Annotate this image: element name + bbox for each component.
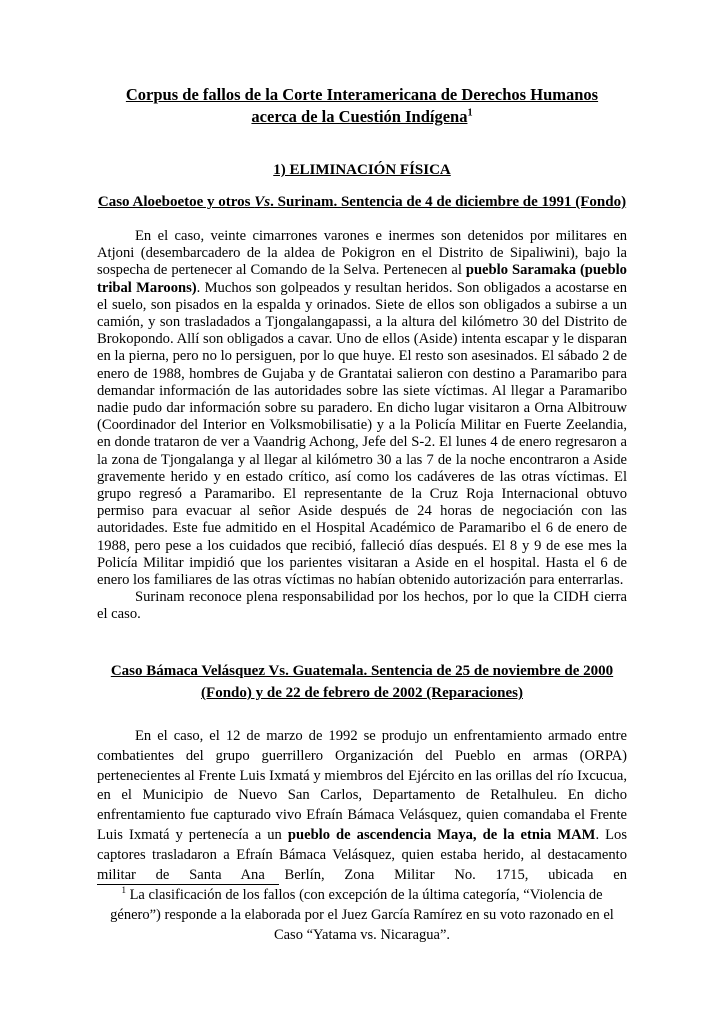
case-bamaca-paragraph-1: En el caso, el 12 de marzo de 1992 se produjo un enfrentamiento armado entre combatientes del grupo guerrillero Organización del Pueblo en armas (ORPA) pertenecientes al Frente Luis Ixmatá y miembros del Ejército en las orillas del río Ixcucua, en el Municipio de Nuevo San Carlos, Departamento de Retalhuleu. En dicho enfrentamiento fue capturado vivo Efraín Bámaca Velásquez, quien comandaba el Frente Luis Ixmatá y pertenecía a un pueblo de ascendencia Maya, de la etnia MAM. Los captores trasladaron a Efraín Bámaca Velásquez, quien estaba herido, al destacamento militar de Santa Ana Berlín, Zona Militar No. 1715, ubicada en <box>97 728 628 883</box>
case-aloeboetoe-body <box>97 228 627 624</box>
case-heading-aloeboetoe: Caso Aloeboetoe y otros Vs. Surinam. Sentencia de 4 de diciembre de 1991 (Fondo) <box>97 194 627 210</box>
case-bamaca-body <box>97 727 627 885</box>
case-aloeboetoe-paragraph-1: En el caso, veinte cimarrones varones e inermes son detenidos por militares en Atjoni (desembarcadero de la aldea de Pokigron en el Distrito de Sipaliwini), bajo la sospecha de pertenecer al Comando de la Selva. Pertenecen al pueblo Saramaka (pueblo tribal Maroons). Muchos son golpeados y resultan heridos. Son obligados a acostarse en el suelo, son pisados en la espalda y orinados. Siete de ellos son obligados a subirse a un camión, y son trasladados a Tjongalangapassi, a la altura del kilómetro 30 del Distrito de Brokopondo. Allí son obligados a cavar. Uno de ellos (Aside) intenta escapar y le disparan en la pierna, pero no lo persiguen, por lo que huye. El resto son asesinados. El sábado 2 de enero de 1988, hombres de Gujaba y de Grantatai salieron con destino a Paramaribo para demandar información de las autoridades sobre las siete víctimas. Al llegar a Paramaribo nadie pudo dar información sobre su paradero. En dicho lugar visitaron a Orna Albitrouw (Coordinador del Interior en Volksmobilisatie) y a la Policía Militar en Fuerte Zeelandia, en donde trataron de ver a Vaandrig Achong, Jefe del S-2. El lunes 4 de enero regresaron a la zona de Tjongalanga y al llegar al kilómetro 30 a las 7 de la noche encontraron a Aside gravemente herido y en estado crítico, así como los cadáveres de las otras víctimas. El grupo regresó a Paramaribo. El representante de la Cruz Roja Internacional obtuvo permiso para evacuar al señor Aside después de 24 horas de negociación con las autoridades. Este fue admitido en el Hospital Académico de Paramaribo el 6 de enero de 1988, pero pese a los cuidados que recibió, falleció días después. El 8 y 9 de ese mes la Policía Militar impidió que los parientes visitaran a Aside en el hospital. Hasta el 6 de enero los familiares de las otras víctimas no habían obtenido autorización para enterrarlas. <box>97 228 628 589</box>
case-aloeboetoe-paragraph-2: Surinam reconoce plena responsabilidad por los hechos, por lo que la CIDH cierra el caso. <box>97 589 627 623</box>
document-title <box>97 84 627 128</box>
section-heading-eliminacion-fisica: 1) ELIMINACIÓN FÍSICA <box>273 162 451 178</box>
document-title-line-1: Corpus de fallos de la Corte Interamericana de Derechos Humanos <box>125 85 599 104</box>
document-title-line-2: acerca de la Cuestión Indígena$^1$ <box>251 107 473 126</box>
case-heading-bamaca-velasquez <box>97 660 627 704</box>
footnote: $^1$ La clasificación de los fallos (con excepción de la última categoría, “Violencia de género”) responde a la elaborada por el Juez García Ramírez en su voto razonado en el Caso “Yatama vs. Nicaragua”. <box>110 885 614 943</box>
case-heading-bamaca-line-1: Caso Bámaca Velásquez Vs. Guatemala. Sentencia de 25 de noviembre de 2000 <box>110 663 614 679</box>
case-heading-bamaca-line-2: (Fondo) y de 22 de febrero de 2002 (Reparaciones) <box>201 685 523 701</box>
